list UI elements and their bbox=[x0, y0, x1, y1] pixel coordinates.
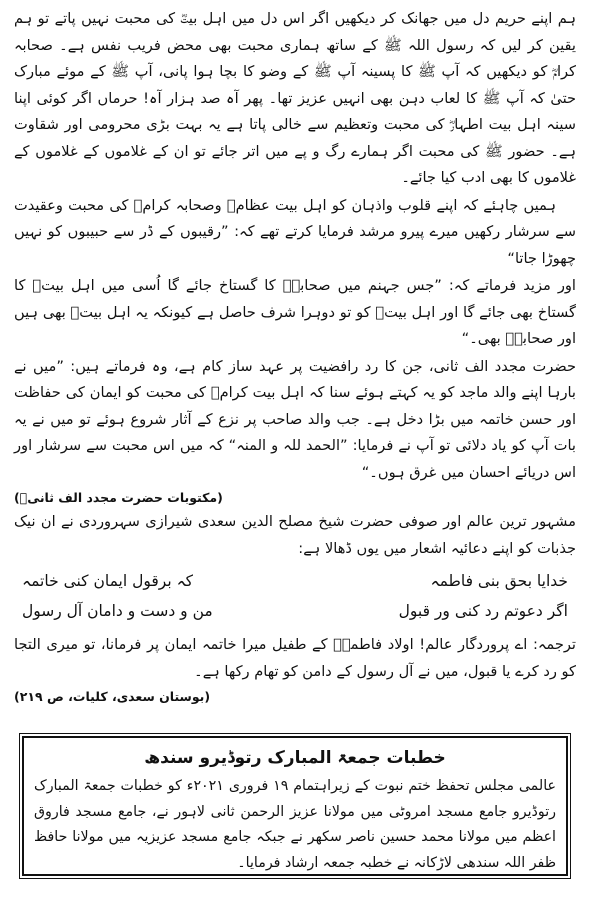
reference-maktubat: (مکتوبات حضرت مجدد الف ثانیؒ) bbox=[14, 490, 223, 505]
reference-bustan: (بوستان سعدی، کلیات، ص ۲۱۹) bbox=[14, 689, 211, 704]
news-box-title: خطبات جمعۃ المبارک رتوڈیرو سندھ bbox=[144, 748, 446, 768]
news-box bbox=[22, 736, 568, 876]
article-body bbox=[14, 6, 576, 708]
paragraph-hearts-minds: ہمیں چاہئے کہ اپنے قلوب واذہان کو اہل بیت عظامؓ وصحابہ کرامؓ کی محبت وعقیدت سے سرشار رکھیں میرے پیرو مرشد فرمایا کرتے تھے کہ: ”رقیبوں کے ڈر سے حبیبوں کو نہیں چھوڑا جاتا“ bbox=[14, 196, 576, 267]
verse-2-second-hemistich: من و دست و دامان آل رسول bbox=[22, 602, 213, 620]
verse-1-second-hemistich: کہ برقول ایمان کنی خاتمہ bbox=[22, 572, 194, 590]
persian-verses bbox=[14, 566, 576, 626]
translation-paragraph: ترجمہ: اے پروردگار عالم! اولاد فاطمہؓ کے طفیل میرا خاتمہ ایمان پر فرمانا، تو میری التجا کو رد کرے یا قبول، میں نے آل رسول کے دامن کو تھام رکھا ہے۔ bbox=[14, 636, 576, 680]
paragraph-saadi-intro: مشہور ترین عالم اور صوفی حضرت شیخ مصلح الدین سعدی شیرازی سہروردی نے ان نیک جذبات کو اپنے دعائیہ اشعار میں یوں ڈھالا ہے: bbox=[14, 513, 576, 557]
verse-1-first-hemistich: خدایا بحق بنی فاطمہ bbox=[430, 572, 568, 590]
verse-2-first-hemistich: اگر دعوتم رد کنی ور قبول bbox=[398, 602, 568, 620]
paragraph-further-saying: اور مزید فرماتے کہ: ”جس جہنم میں صحابہؓ کا گستاخ جائے گا اُسی میں اہل بیتؓ کا گستاخ بھی جائے گا اور اہل بیتؓ کو تو دوہرا شرف حاصل ہے کیونکہ یہ اہل بیتؓ بھی ہیں اور صحابہؓ بھی۔“ bbox=[14, 277, 576, 347]
paragraph-mujaddid-quote: حضرت مجدد الف ثانی، جن کا رد رافضیت پر عہد ساز کام ہے، وہ فرماتے ہیں: ”میں نے بارہا اپنے والد ماجد کو یہ کہتے ہوئے سنا کہ اہل بیت کرامؓ کی محبت کو ایمان کی حفاظت اور حسن خاتمہ میں بڑا دخل ہے۔ جب والد صاحب پر نزع کے آثار شروع ہوئے تو میں نے یہ بات آپ کو یاد دلائی تو آپ نے فرمایا: ”الحمد للہ و المنہ“ کہ میں اس محبت سے سرشار اور اس دریائے احسان میں غرق ہوں۔“ bbox=[14, 357, 576, 481]
verse-line-1 bbox=[14, 566, 576, 596]
verse-line-2 bbox=[14, 596, 576, 626]
news-box-body: عالمی مجلس تحفظ ختم نبوت کے زیراہتمام ۱۹ فروری ۲۰۲۱ء کو خطبات جمعۃ المبارک رتوڈیرو جامع مسجد امروٹی میں مولانا عزیز الرحمن ثانی لاہور نے، جامع مسجد فاروق اعظم میں مولانا محمد حسین ناصر سکھر نے جبکہ جامع مسجد عزیزیہ میں مولانا حافظ ظفر اللہ سندھی لاڑکانہ نے خطبہ جمعہ ارشاد فرمایا۔ bbox=[34, 778, 556, 871]
paragraph-ahl-bayt-love: ہم اپنے حریم دل میں جھانک کر دیکھیں اگر اس دل میں اہل بیتؓ کی محبت نہیں پاتے تو ہم یقین کر لیں کہ رسول اللہ ﷺ کے ساتھ ہماری محبت بھی محض فریب نفس ہے۔ صحابہ کرامؓ کو دیکھیں کہ آپ ﷺ کا پسینہ آپ ﷺ کے وضو کا بچا ہوا پانی، آپ ﷺ کے موئے مبارک حتیٰ کہ آپ ﷺ کا لعاب دہن بھی انہیں عزیز تھا۔ پھر آہ صد ہزار آہ! حرماں اگر کوئی اپنا سینہ اہل بیت اطہارؓ کی محبت وتعظیم سے خالی پاتا ہے یہ بہت بڑی محرومی اور شقاوت ہے۔ حضور ﷺ کی محبت اگر ہمارے رگ و پے میں اتر جائے تو ان کے غلاموں کے غلاموں کے غلاموں کا بھی ادب کیا جائے۔ bbox=[14, 10, 576, 186]
